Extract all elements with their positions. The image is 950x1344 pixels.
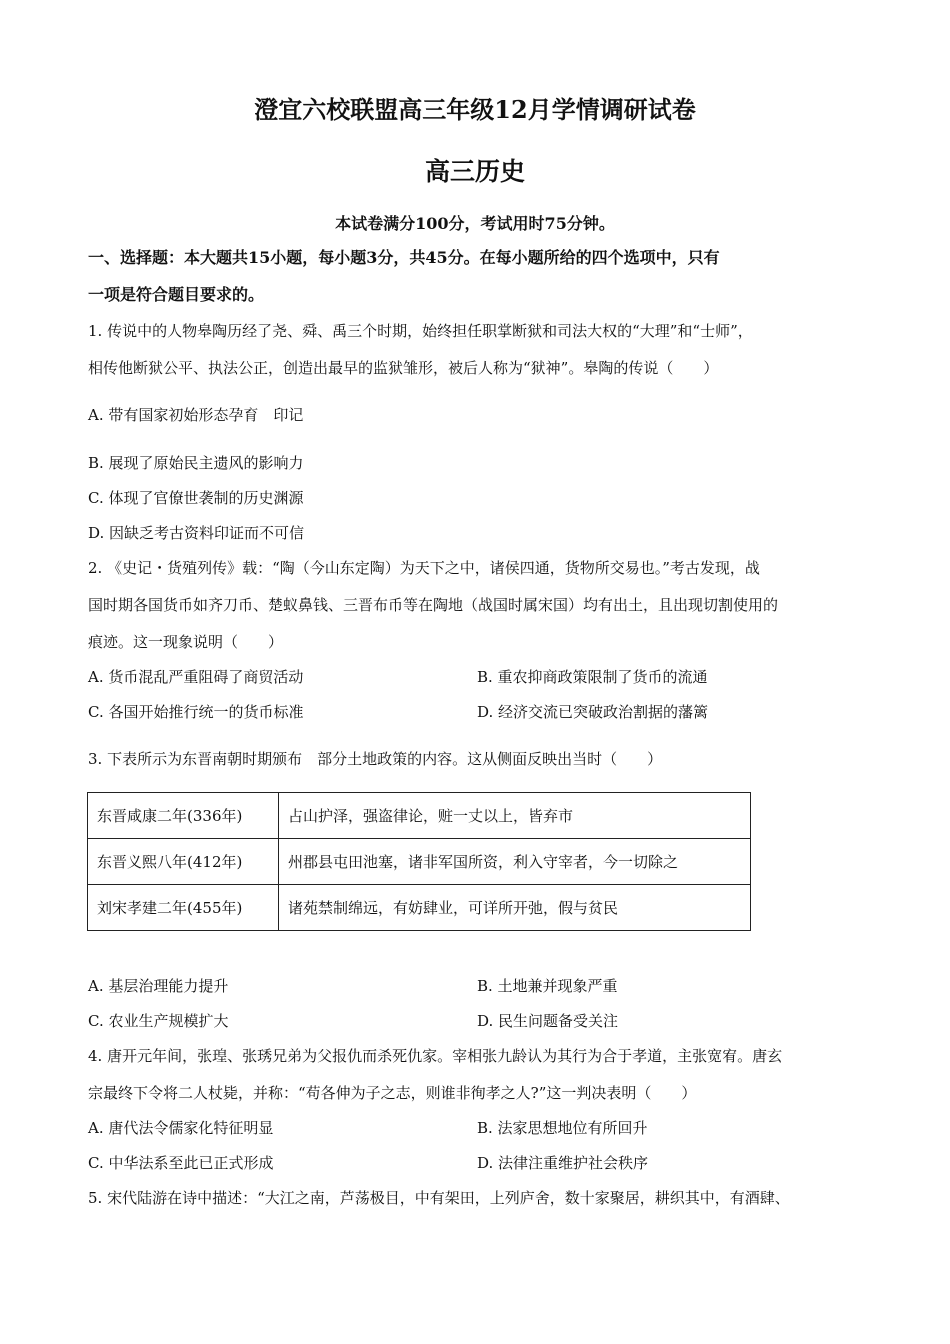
q4-option-a: A. 唐代法令儒家化特征明显 xyxy=(88,1119,274,1137)
q1-stem-line2: 相传他断狱公平、执法公正，创造出最早的监狱雏形，被后人称为“狱神”。皋陶的传说（ ） xyxy=(88,359,719,377)
table-row xyxy=(88,885,751,931)
q1-option-a: A. 带有国家初始形态孕育 印记 xyxy=(88,406,304,424)
q4-option-c: C. 中华法系至此已正式形成 xyxy=(88,1154,274,1172)
table-cell-date: 东晋义熙八年(412年) xyxy=(88,839,279,885)
q1-stem-line1: 1. 传说中的人物皋陶历经了尧、舜、禹三个时期，始终担任职掌断狱和司法大权的“大理”和“士师”， xyxy=(88,322,753,340)
q3-stem-line1: 3. 下表所示为东晋南朝时期颁布 部分土地政策的内容。这从侧面反映出当时（ ） xyxy=(88,750,663,768)
q2-stem-line1: 2. 《史记・货殖列传》载：“陶（今山东定陶）为天下之中，诸侯四通，货物所交易也。”考古发现，战 xyxy=(88,559,760,577)
q4-stem-line1: 4. 唐开元年间，张瑝、张琇兄弟为父报仇而杀死仇家。宰相张九龄认为其行为合于孝道，主张宽宥。唐玄 xyxy=(88,1047,783,1065)
section-heading-line1: 一、选择题：本大题共15小题，每小题3分，共45分。在每小题所给的四个选项中，只有 xyxy=(88,248,720,267)
q3-option-b: B. 土地兼并现象严重 xyxy=(477,977,618,995)
q3-option-c: C. 农业生产规模扩大 xyxy=(88,1012,229,1030)
land-policy-table xyxy=(87,792,751,931)
q2-option-c: C. 各国开始推行统一的货币标准 xyxy=(88,703,304,721)
q4-option-b: B. 法家思想地位有所回升 xyxy=(477,1119,648,1137)
exam-title: 澄宜六校联盟高三年级12月学情调研试卷 xyxy=(254,95,696,124)
q1-option-b: B. 展现了原始民主遗风的影响力 xyxy=(88,454,304,472)
q5-stem-line1: 5. 宋代陆游在诗中描述：“大江之南，芦荡极目，中有架田，上列庐舍，数十家聚居，耕织其中，有酒肆、 xyxy=(88,1189,790,1207)
table-cell-date: 刘宋孝建二年(455年) xyxy=(88,885,279,931)
table-cell-date: 东晋咸康二年(336年) xyxy=(88,793,279,839)
q2-stem-line2: 国时期各国货币如齐刀币、楚蚁鼻钱、三晋布币等在陶地（战国时属宋国）均有出土，且出现切割使用的 xyxy=(88,596,779,614)
table-cell-content: 诸苑禁制绵远，有妨肆业，可详所开弛，假与贫民 xyxy=(279,885,751,931)
exam-note: 本试卷满分100分，考试用时75分钟。 xyxy=(335,214,615,233)
q2-option-d: D. 经济交流已突破政治割据的藩篱 xyxy=(477,703,709,721)
section-heading-line2: 一项是符合题目要求的。 xyxy=(88,285,265,304)
q2-option-b: B. 重农抑商政策限制了货币的流通 xyxy=(477,668,708,686)
subject-title: 高三历史 xyxy=(424,157,525,186)
q1-option-c: C. 体现了官僚世袭制的历史渊源 xyxy=(88,489,304,507)
q2-option-a: A. 货币混乱严重阻碍了商贸活动 xyxy=(88,668,304,686)
table-cell-content: 州郡县屯田池塞，诸非军国所资，利入守宰者，今一切除之 xyxy=(279,839,751,885)
table-cell-content: 占山护泽，强盗律论，赃一丈以上，皆弃市 xyxy=(279,793,751,839)
q3-option-a: A. 基层治理能力提升 xyxy=(88,977,229,995)
q4-option-d: D. 法律注重维护社会秩序 xyxy=(477,1154,649,1172)
q4-stem-line2: 宗最终下令将二人杖毙，并称：“苟各伸为子之志，则谁非徇孝之人?”这一判决表明（ ） xyxy=(88,1084,697,1102)
q1-option-d: D. 因缺乏考古资料印证而不可信 xyxy=(88,524,305,542)
q2-stem-line3: 痕迹。这一现象说明（ ） xyxy=(88,633,284,651)
q3-option-d: D. 民生问题备受关注 xyxy=(477,1012,619,1030)
table-row xyxy=(88,793,751,839)
table-row xyxy=(88,839,751,885)
